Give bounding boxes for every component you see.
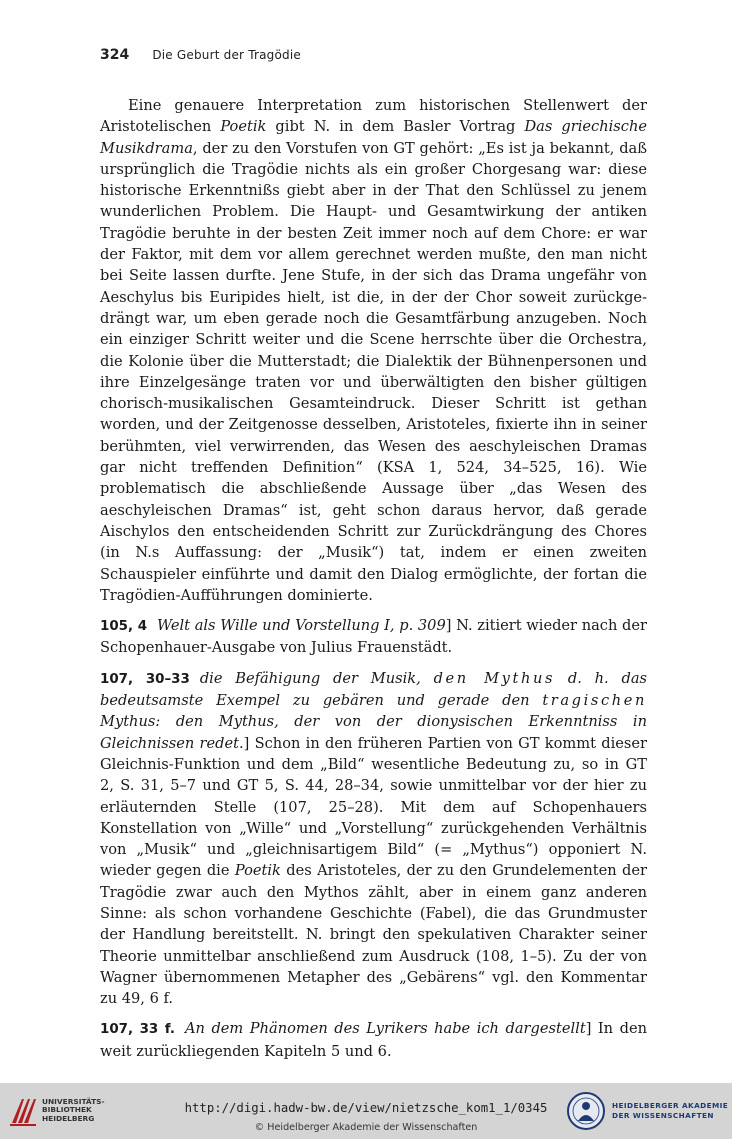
note-107-33f: [100, 1018, 647, 1062]
logo-text-line: HEIDELBERGER AKADEMIE: [612, 1101, 729, 1110]
logo-text-line: BIBLIOTHEK: [42, 1105, 92, 1115]
note-text: des Aristoteles, der zu den Grundelementen der Tragödie zwar auch den Mythos zählt, aber in einem ganz anderen Sinne: als schon vorhandene Geschichte (Fabel), die das Grundmuster der Handlung bereitstellt. N. bringt den spekulativen Charakter seiner Theorie unmittelbar anschließend zum Ausdruck (108, 1–5). Zu der von Wagner übernommenen Metapher des „Gebärens“ vgl. den Kommentar zu 49, 6 f.: [100, 862, 647, 1008]
note-reference: 107, 30–33: [100, 671, 190, 687]
commentary-body: [100, 95, 647, 1062]
lemma: Welt als Wille und Vorstellung I, p. 309: [157, 617, 446, 635]
italic-title: Poetik: [220, 118, 267, 136]
text-run: gibt N. in dem Basler Vortrag: [266, 118, 525, 136]
digitization-footer: [0, 1083, 732, 1139]
spaced-emphasis: tragischen: [542, 692, 647, 710]
note-reference: 105, 4: [100, 619, 148, 635]
academy-seal-icon: [566, 1091, 606, 1131]
note-105-4: [100, 615, 647, 659]
intro-paragraph: [100, 95, 647, 606]
text-run: Eine genauere Interpretation zum historischen Stellenwert der Aristotelischen: [100, 97, 647, 136]
academy-name: [612, 1101, 728, 1120]
note-text: ] In den weit zurückliegenden Kapiteln 5 und 6.: [100, 1020, 647, 1060]
lemma-run: die Befähigung der Musik,: [199, 669, 434, 687]
spaced-emphasis: den Mythus: [433, 669, 556, 687]
note-text: ] Schon in den früheren Partien von GT kommt dieser Gleichnis-Funktion und dem „Bild“ wesentliche Bedeutung zu, so in GT 2, S. 31, 5–7 und GT 5, S. 44, 28–34, sowie unmittelbar vor der hier zu erläuternden Stelle (107, 25–28). Mit dem auf Schopenhauers Konstellation von „Wille“ und „Vorstellung“ zurückgehenden Verhältnis von „Musik“ und „gleichnisartigem Bild“ (= „Mythus“) opponiert N. wieder gegen die: [100, 734, 647, 880]
running-header: [100, 44, 301, 64]
logo-text-line: DER WISSENSCHAFTEN: [612, 1110, 714, 1120]
note-reference: 107, 33 f.: [100, 1022, 175, 1038]
page-number: 324: [100, 47, 130, 63]
lemma: An dem Phänomen des Lyrikers habe ich dargestellt: [184, 1020, 586, 1038]
logo-text-line: UNIVERSITÄTS-: [42, 1097, 105, 1106]
italic-title: Poetik: [234, 862, 281, 880]
logo-text-line: HEIDELBERG: [42, 1113, 95, 1123]
italic-title: Das griechische Musikdrama: [100, 118, 647, 157]
note-107-30-33: [100, 668, 647, 1010]
running-title: Die Geburt der Tragödie: [152, 48, 301, 62]
source-url-link[interactable]: http://digi.hadw-bw.de/view/nietzsche_kom1_1/0345: [184, 1101, 548, 1115]
text-run: , der zu den Vorstufen von GT gehört: „Es ist ja bekannt, daß ursprünglich die Tragödie nichts als ein großer Chorgesang war: diese historische Erkenntnißs giebt aber in der That den Schlüssel zu jenem wunderlichen Problem. Die Haupt- und Gesamtwirkung der antiken Tragödie beruhte in der besten Zeit immer noch auf dem Chore: er war der Faktor, mit dem vor allem gerechnet werden mußte, den man nicht bei Seite lassen durfte. Jene Stufe, in der sich das Drama ungefähr von Aeschylus bis Euripides hielt, ist die, in der der Chor soweit zurückgedrängt war, um eben gerade noch die Gesamtfärbung anzugeben. Noch ein einziger Schritt weiter und die Scene herrschte über die Orchestra, die Kolonie über die Mutterstadt; die Dialektik der Bühnenpersonen und ihre Einzelgesänge traten vor und überwältigten den bisher gültigen chorisch-musikalischen Gesamteindruck. Dieser Schritt ist gethan worden, und der Zeitgenosse desselben, Aristoteles, fixierte ihn in seiner berühmten, viel verwirrenden, das Wesen des aeschyleischen Dramas gar nicht treffenden Definition“ (KSA 1, 524, 34–525, 16). Wie problematisch die abschließende Aussage über „das Wesen des aeschyleischen Dramas“ ist, geht schon daraus hervor, daß gerade Aischylos den entscheidenden Schritt zur Zurückdrängung des Chores (in N.s Auffassung: der „Musik“) tat, indem er einen zweiten Schauspieler einführte und damit den Dialog ermöglichte, der fortan die Tragödien-Aufführungen dominierte.: [100, 139, 647, 604]
copyright-notice: © Heidelberger Akademie der Wissenschaften: [254, 1122, 478, 1133]
note-text: ] N. zitiert wieder nach der Schopenhauer-Ausgabe von Julius Frauenstädt.: [100, 617, 647, 657]
lemma-run: Mythus: den Mythus, der von der dionysischen Erkenntniss in Gleichnissen redet.: [100, 713, 647, 752]
lemma-run: d. h. das bedeutsamste Exempel zu gebären und gerade den: [100, 669, 648, 710]
